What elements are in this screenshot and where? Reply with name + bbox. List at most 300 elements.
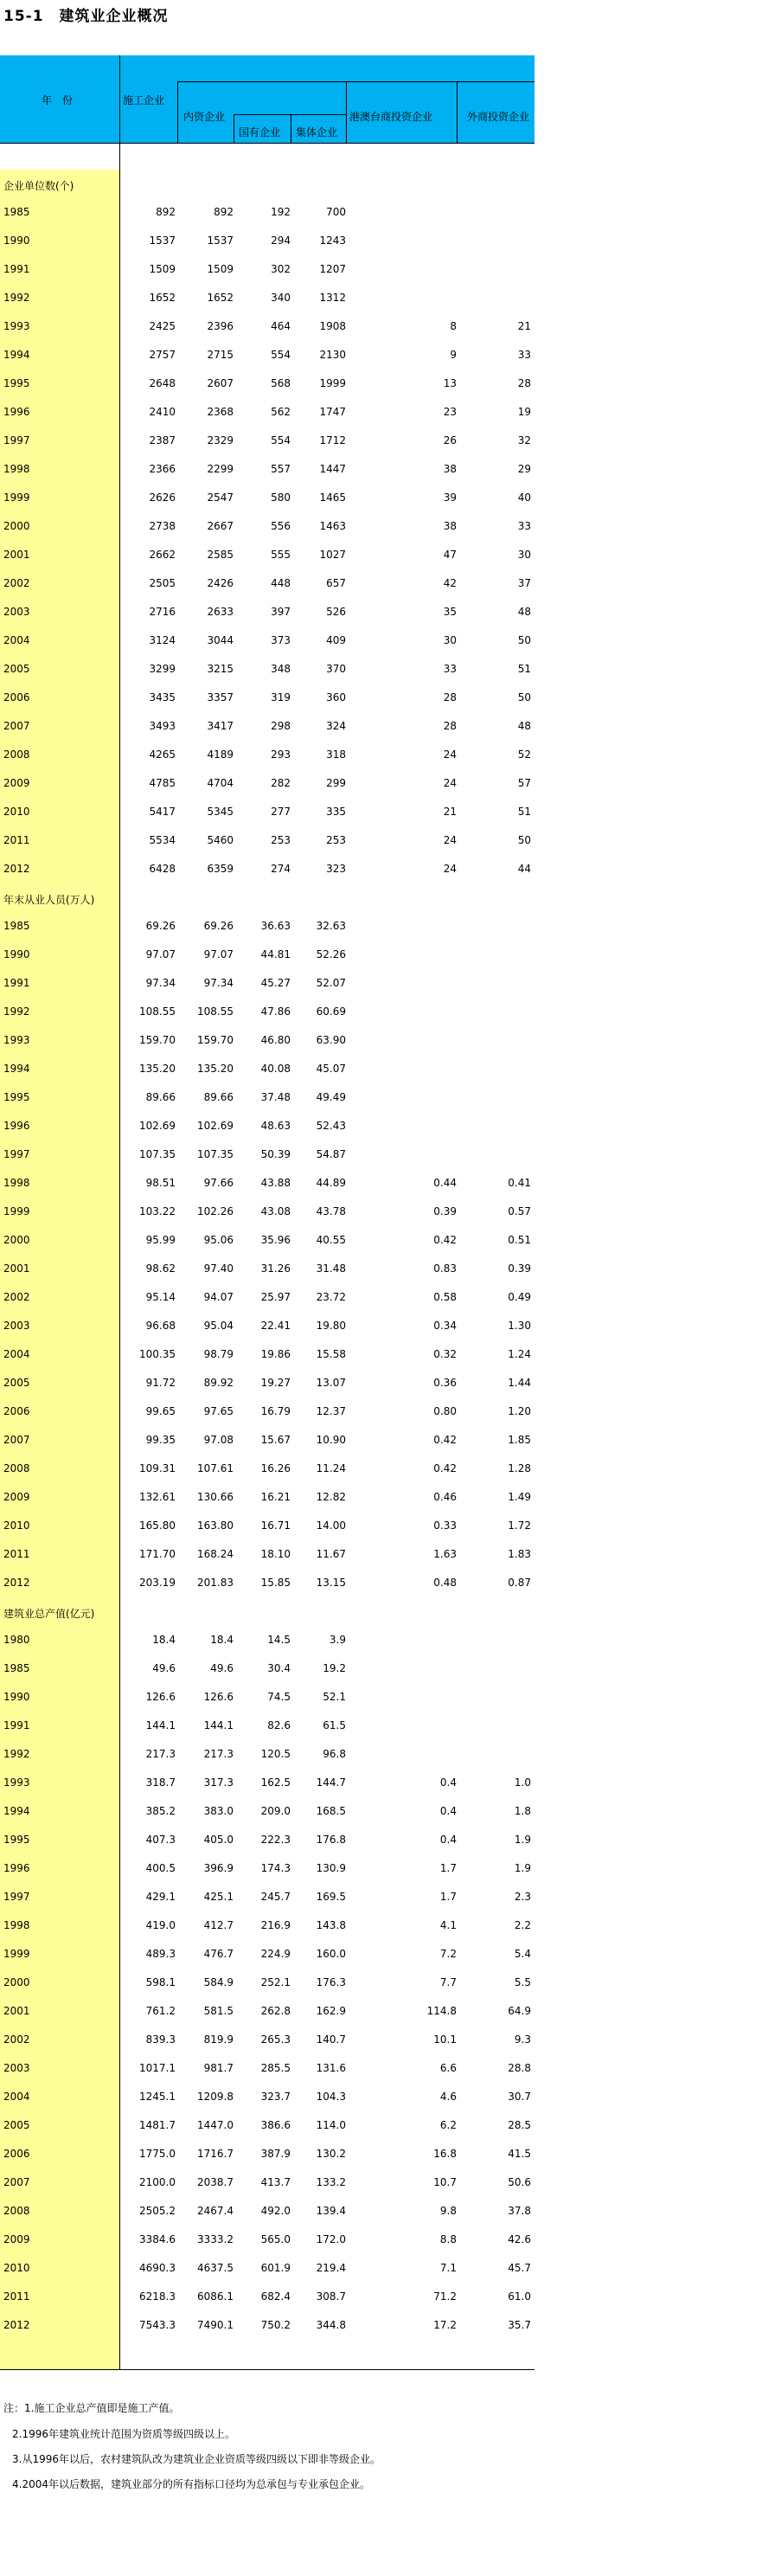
value-cell: 3357 [207, 691, 234, 703]
value-cell: 171.70 [139, 1548, 176, 1560]
year-cell: 1997 [3, 1148, 30, 1160]
value-cell: 492.0 [260, 2205, 291, 2217]
value-cell: 52.26 [316, 948, 346, 960]
value-cell: 0.4 [439, 1776, 457, 1789]
value-cell: 2607 [207, 377, 234, 389]
year-cell: 1985 [3, 920, 30, 932]
value-cell: 40.55 [316, 1234, 346, 1246]
year-cell: 1980 [3, 1634, 30, 1646]
value-cell: 18.4 [210, 1634, 234, 1646]
footnote: 4.2004年以后数据，建筑业部分的所有指标口径均为总承包与专业承包企业。 [12, 2478, 370, 2490]
year-cell: 2003 [3, 2062, 30, 2074]
table-row [0, 1169, 534, 1198]
value-cell: 49.6 [210, 1662, 234, 1674]
year-cell: 1999 [3, 1205, 30, 1217]
value-cell: 89.66 [145, 1091, 176, 1103]
value-cell: 37.48 [260, 1091, 291, 1103]
section-label: 企业单位数(个) [3, 180, 74, 192]
value-cell: 160.0 [316, 1948, 346, 1960]
year-cell: 2001 [3, 2005, 30, 2017]
year-cell: 1995 [3, 1091, 30, 1103]
value-cell: 4.6 [439, 2091, 457, 2103]
value-cell: 16.26 [260, 1462, 291, 1474]
value-cell: 0.49 [508, 1291, 531, 1303]
table-row [0, 1969, 534, 1997]
value-cell: 100.35 [139, 1348, 176, 1360]
value-cell: 22.41 [260, 1320, 291, 1332]
value-cell: 74.5 [267, 1691, 291, 1703]
value-cell: 82.6 [267, 1719, 291, 1731]
value-cell: 565.0 [260, 2233, 291, 2245]
value-cell: 2426 [207, 577, 234, 589]
table-row [0, 684, 534, 712]
value-cell: 168.24 [197, 1548, 234, 1560]
value-cell: 1207 [319, 263, 346, 275]
value-cell: 0.39 [433, 1205, 457, 1217]
value-cell: 409 [326, 634, 346, 646]
value-cell: 0.42 [433, 1434, 457, 1446]
value-cell: 176.3 [316, 1976, 346, 1988]
value-cell: 38 [443, 463, 457, 475]
year-cell: 2001 [3, 1262, 30, 1275]
value-cell: 52.07 [316, 977, 346, 989]
value-cell: 203.19 [139, 1577, 176, 1589]
value-cell: 397 [271, 606, 291, 618]
value-cell: 568 [271, 377, 291, 389]
value-cell: 2626 [149, 491, 176, 504]
value-cell: 45.7 [508, 2262, 531, 2274]
value-cell: 51 [517, 663, 531, 675]
value-cell: 580 [271, 491, 291, 504]
value-cell: 892 [156, 206, 176, 218]
table-row [0, 398, 534, 427]
value-cell: 46.80 [260, 1034, 291, 1046]
value-cell: 2738 [149, 520, 176, 532]
value-cell: 348 [271, 663, 291, 675]
table-row [0, 227, 534, 255]
value-cell: 32 [517, 434, 531, 446]
table-row [0, 2026, 534, 2054]
year-cell: 1998 [3, 1177, 30, 1189]
value-cell: 318.7 [145, 1776, 176, 1789]
table-row [0, 284, 534, 312]
value-cell: 1209.8 [197, 2091, 234, 2103]
section-header-row [0, 1597, 534, 1626]
value-cell: 126.6 [203, 1691, 234, 1703]
table-row [0, 655, 534, 684]
value-cell: 0.51 [508, 1234, 531, 1246]
value-cell: 102.26 [197, 1205, 234, 1217]
value-cell: 61.5 [323, 1719, 346, 1731]
year-cell: 2005 [3, 1377, 30, 1389]
value-cell: 9.3 [514, 2033, 531, 2046]
table-row [0, 569, 534, 598]
value-cell: 299 [326, 777, 346, 789]
value-cell: 217.3 [203, 1748, 234, 1760]
value-cell: 2648 [149, 377, 176, 389]
value-cell: 25.97 [260, 1291, 291, 1303]
header-hmt: 港澳台商投资企业 [349, 111, 433, 123]
table-row [0, 1883, 534, 1911]
value-cell: 143.8 [316, 1919, 346, 1931]
value-cell: 9.8 [439, 2205, 457, 2217]
value-cell: 1017.1 [139, 2062, 176, 2074]
value-cell: 340 [271, 292, 291, 304]
table-header [0, 55, 534, 144]
value-cell: 562 [271, 406, 291, 418]
value-cell: 317.3 [203, 1776, 234, 1789]
year-cell: 2005 [3, 2119, 30, 2131]
table-row [0, 1369, 534, 1397]
value-cell: 36.63 [260, 920, 291, 932]
value-cell: 33 [517, 349, 531, 361]
value-cell: 308.7 [316, 2290, 346, 2303]
value-cell: 5.5 [514, 1976, 531, 1988]
value-cell: 3417 [207, 720, 234, 732]
value-cell: 48 [517, 720, 531, 732]
year-cell: 2008 [3, 2205, 30, 2217]
value-cell: 1509 [207, 263, 234, 275]
year-cell: 1991 [3, 1719, 30, 1731]
value-cell: 28 [443, 691, 457, 703]
value-cell: 26 [443, 434, 457, 446]
year-cell: 2010 [3, 806, 30, 818]
value-cell: 3384.6 [139, 2233, 176, 2245]
year-cell: 2012 [3, 1577, 30, 1589]
year-cell: 1990 [3, 948, 30, 960]
value-cell: 1712 [319, 434, 346, 446]
value-cell: 319 [271, 691, 291, 703]
table-row [0, 2226, 534, 2254]
value-cell: 37.8 [508, 2205, 531, 2217]
value-cell: 245.7 [260, 1891, 291, 1903]
table-row [0, 855, 534, 883]
value-cell: 6086.1 [197, 2290, 234, 2303]
value-cell: 2100.0 [139, 2176, 176, 2188]
value-cell: 95.99 [145, 1234, 176, 1246]
table-row [0, 1112, 534, 1140]
year-cell: 1998 [3, 463, 30, 475]
value-cell: 15.67 [260, 1434, 291, 1446]
value-cell: 383.0 [203, 1805, 234, 1817]
value-cell: 107.61 [197, 1462, 234, 1474]
value-cell: 135.20 [197, 1063, 234, 1075]
value-cell: 63.90 [316, 1034, 346, 1046]
value-cell: 4704 [207, 777, 234, 789]
header-divider [177, 81, 534, 82]
header-collective: 集体企业 [296, 126, 338, 138]
value-cell: 31.26 [260, 1262, 291, 1275]
value-cell: 2387 [149, 434, 176, 446]
year-cell: 2012 [3, 863, 30, 875]
value-cell: 0.34 [433, 1320, 457, 1332]
value-cell: 425.1 [203, 1891, 234, 1903]
value-cell: 2396 [207, 320, 234, 332]
value-cell: 32.63 [316, 920, 346, 932]
value-cell: 216.9 [260, 1919, 291, 1931]
value-cell: 45.07 [316, 1063, 346, 1075]
table-row [0, 2311, 534, 2340]
value-cell: 89.92 [203, 1377, 234, 1389]
value-cell: 4690.3 [139, 2262, 176, 2274]
year-cell: 1992 [3, 292, 30, 304]
value-cell: 2547 [207, 491, 234, 504]
value-cell: 555 [271, 549, 291, 561]
value-cell: 2715 [207, 349, 234, 361]
year-cell: 2011 [3, 2290, 30, 2303]
table-row [0, 598, 534, 626]
value-cell: 2.2 [514, 1919, 531, 1931]
value-cell: 1908 [319, 320, 346, 332]
table-row [0, 1397, 534, 1426]
value-cell: 294 [271, 234, 291, 247]
value-cell: 2410 [149, 406, 176, 418]
value-cell: 40 [517, 491, 531, 504]
value-cell: 69.26 [203, 920, 234, 932]
value-cell: 2505.2 [139, 2205, 176, 2217]
value-cell: 7490.1 [197, 2319, 234, 2331]
value-cell: 293 [271, 748, 291, 761]
table-row [0, 427, 534, 455]
value-cell: 163.80 [197, 1519, 234, 1532]
value-cell: 97.40 [203, 1262, 234, 1275]
value-cell: 1.24 [508, 1348, 531, 1360]
value-cell: 61.0 [508, 2290, 531, 2303]
value-cell: 144.1 [203, 1719, 234, 1731]
value-cell: 130.9 [316, 1862, 346, 1874]
value-cell: 413.7 [260, 2176, 291, 2188]
value-cell: 97.07 [145, 948, 176, 960]
year-cell: 2006 [3, 1405, 30, 1417]
value-cell: 6.6 [439, 2062, 457, 2074]
table-row [0, 312, 534, 341]
value-cell: 3435 [149, 691, 176, 703]
value-cell: 169.5 [316, 1891, 346, 1903]
value-cell: 47 [443, 549, 457, 561]
value-cell: 50 [517, 834, 531, 846]
value-cell: 2585 [207, 549, 234, 561]
year-cell: 2004 [3, 2091, 30, 2103]
value-cell: 1243 [319, 234, 346, 247]
value-cell: 387.9 [260, 2148, 291, 2160]
value-cell: 24 [443, 863, 457, 875]
value-cell: 385.2 [145, 1805, 176, 1817]
year-cell: 1999 [3, 1948, 30, 1960]
value-cell: 581.5 [203, 2005, 234, 2017]
year-cell: 1994 [3, 1805, 30, 1817]
value-cell: 2130 [319, 349, 346, 361]
value-cell: 176.8 [316, 1834, 346, 1846]
year-cell: 1990 [3, 1691, 30, 1703]
section-header-row [0, 883, 534, 912]
value-cell: 13.15 [316, 1577, 346, 1589]
value-cell: 5.4 [514, 1948, 531, 1960]
value-cell: 335 [326, 806, 346, 818]
value-cell: 1537 [207, 234, 234, 247]
value-cell: 1775.0 [139, 2148, 176, 2160]
year-cell: 1998 [3, 1919, 30, 1931]
value-cell: 21 [517, 320, 531, 332]
table-row [0, 769, 534, 798]
value-cell: 50.39 [260, 1148, 291, 1160]
value-cell: 2757 [149, 349, 176, 361]
value-cell: 107.35 [197, 1148, 234, 1160]
value-cell: 298 [271, 720, 291, 732]
year-cell: 1992 [3, 1748, 30, 1760]
value-cell: 132.61 [139, 1491, 176, 1503]
value-cell: 95.04 [203, 1320, 234, 1332]
year-cell: 1995 [3, 377, 30, 389]
value-cell: 140.7 [316, 2033, 346, 2046]
value-cell: 526 [326, 606, 346, 618]
value-cell: 6359 [207, 863, 234, 875]
value-cell: 107.35 [139, 1148, 176, 1160]
year-cell: 1996 [3, 1120, 30, 1132]
value-cell: 285.5 [260, 2062, 291, 2074]
value-cell: 2505 [149, 577, 176, 589]
value-cell: 217.3 [145, 1748, 176, 1760]
value-cell: 1463 [319, 520, 346, 532]
table-row [0, 455, 534, 484]
value-cell: 133.2 [316, 2176, 346, 2188]
value-cell: 556 [271, 520, 291, 532]
year-cell: 1996 [3, 1862, 30, 1874]
year-cell: 2000 [3, 1234, 30, 1246]
value-cell: 4637.5 [197, 2262, 234, 2274]
value-cell: 489.3 [145, 1948, 176, 1960]
value-cell: 0.44 [433, 1177, 457, 1189]
value-cell: 3215 [207, 663, 234, 675]
value-cell: 114.8 [426, 2005, 457, 2017]
section-label: 年末从业人员(万人) [3, 894, 95, 906]
value-cell: 0.57 [508, 1205, 531, 1217]
value-cell: 48.63 [260, 1120, 291, 1132]
value-cell: 37 [517, 577, 531, 589]
value-cell: 14.5 [267, 1634, 291, 1646]
year-cell: 2008 [3, 748, 30, 761]
value-cell: 98.51 [145, 1177, 176, 1189]
value-cell: 323.7 [260, 2091, 291, 2103]
table-title: 建筑业企业概况 [59, 8, 169, 25]
value-cell: 40.08 [260, 1063, 291, 1075]
value-cell: 1.8 [514, 1805, 531, 1817]
value-cell: 201.83 [197, 1577, 234, 1589]
value-cell: 1447 [319, 463, 346, 475]
year-cell: 1996 [3, 406, 30, 418]
value-cell: 386.6 [260, 2119, 291, 2131]
value-cell: 302 [271, 263, 291, 275]
value-cell: 17.2 [433, 2319, 457, 2331]
value-cell: 373 [271, 634, 291, 646]
value-cell: 3333.2 [197, 2233, 234, 2245]
value-cell: 9 [450, 349, 457, 361]
value-cell: 97.34 [203, 977, 234, 989]
value-cell: 71.2 [433, 2290, 457, 2303]
value-cell: 396.9 [203, 1862, 234, 1874]
value-cell: 1.85 [508, 1434, 531, 1446]
table-number: 15-1 [3, 8, 44, 25]
value-cell: 1.20 [508, 1405, 531, 1417]
value-cell: 54.87 [316, 1148, 346, 1160]
value-cell: 30 [443, 634, 457, 646]
value-cell: 5345 [207, 806, 234, 818]
value-cell: 130.2 [316, 2148, 346, 2160]
value-cell: 1652 [207, 292, 234, 304]
value-cell: 7.1 [439, 2262, 457, 2274]
value-cell: 19.80 [316, 1320, 346, 1332]
table-row [0, 826, 534, 855]
value-cell: 97.08 [203, 1434, 234, 1446]
value-cell: 448 [271, 577, 291, 589]
year-cell: 2004 [3, 1348, 30, 1360]
value-cell: 0.32 [433, 1348, 457, 1360]
value-cell: 50 [517, 634, 531, 646]
year-cell: 1993 [3, 320, 30, 332]
table-row [0, 1683, 534, 1712]
year-cell: 2006 [3, 691, 30, 703]
value-cell: 3299 [149, 663, 176, 675]
value-cell: 1.44 [508, 1377, 531, 1389]
value-cell: 12.37 [316, 1405, 346, 1417]
value-cell: 30.4 [267, 1662, 291, 1674]
value-cell: 108.55 [197, 1005, 234, 1018]
year-cell: 1997 [3, 434, 30, 446]
table-row [0, 1283, 534, 1312]
year-cell: 2003 [3, 606, 30, 618]
value-cell: 28.5 [508, 2119, 531, 2131]
value-cell: 97.66 [203, 1177, 234, 1189]
table-row [0, 1740, 534, 1769]
value-cell: 7.2 [439, 1948, 457, 1960]
value-cell: 52 [517, 748, 531, 761]
value-cell: 3493 [149, 720, 176, 732]
year-cell: 2011 [3, 1548, 30, 1560]
table-row [0, 1426, 534, 1455]
value-cell: 318 [326, 748, 346, 761]
value-cell: 18.10 [260, 1548, 291, 1560]
value-cell: 126.6 [145, 1691, 176, 1703]
year-cell: 1991 [3, 263, 30, 275]
value-cell: 192 [271, 206, 291, 218]
header-foreign: 外商投资企业 [467, 111, 530, 123]
table-row [0, 2283, 534, 2311]
table-row [0, 1226, 534, 1255]
value-cell: 1.0 [514, 1776, 531, 1789]
value-cell: 3.9 [329, 1634, 346, 1646]
value-cell: 11.67 [316, 1548, 346, 1560]
value-cell: 35.96 [260, 1234, 291, 1246]
value-cell: 1481.7 [139, 2119, 176, 2131]
value-cell: 95.14 [145, 1291, 176, 1303]
value-cell: 476.7 [203, 1948, 234, 1960]
value-cell: 98.79 [203, 1348, 234, 1360]
value-cell: 19.27 [260, 1377, 291, 1389]
value-cell: 1027 [319, 549, 346, 561]
value-cell: 139.4 [316, 2205, 346, 2217]
table-row [0, 2111, 534, 2140]
value-cell: 11.24 [316, 1462, 346, 1474]
year-cell: 1995 [3, 1834, 30, 1846]
value-cell: 4.1 [439, 1919, 457, 1931]
year-cell: 2002 [3, 2033, 30, 2046]
value-cell: 97.65 [203, 1405, 234, 1417]
year-cell: 2003 [3, 1320, 30, 1332]
value-cell: 97.07 [203, 948, 234, 960]
table-row [0, 1569, 534, 1597]
year-cell: 2007 [3, 1434, 30, 1446]
value-cell: 14.00 [316, 1519, 346, 1532]
value-cell: 162.9 [316, 2005, 346, 2017]
